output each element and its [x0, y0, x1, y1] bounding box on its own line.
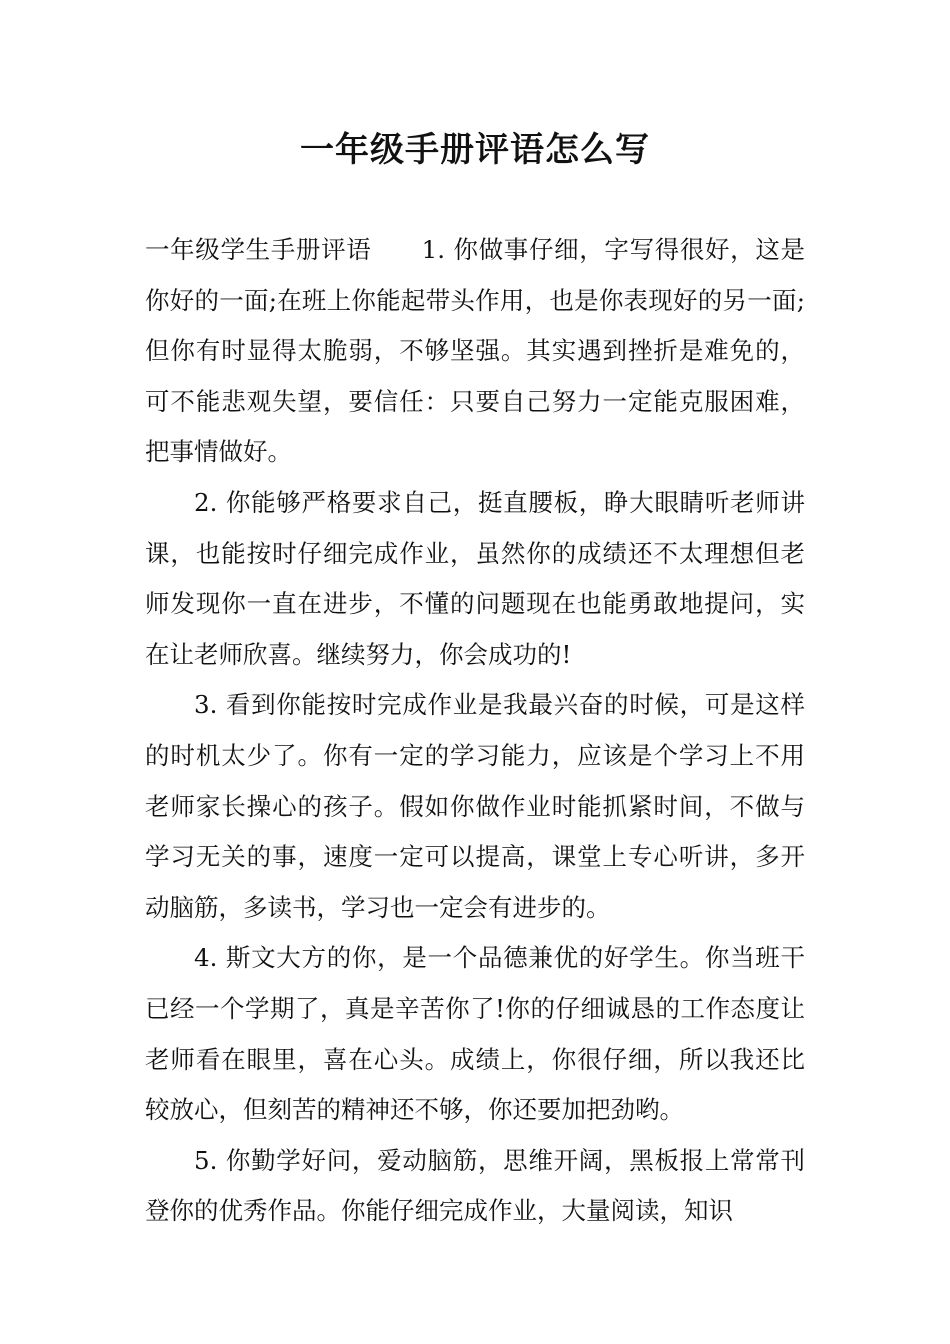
document-body [145, 225, 805, 1237]
paragraph-4: 4. 斯文大方的你，是一个品德兼优的好学生。你当班干已经一个学期了，真是辛苦你了!你的仔细诚恳的工作态度让老师看在眼里，喜在心头。成绩上，你很仔细，所以我还比较放心，但刻苦的精神还不够，你还要加把劲哟。 [145, 943, 805, 1125]
document-title: 一年级手册评语怎么写 [300, 130, 650, 170]
paragraph-2: 2. 你能够严格要求自己，挺直腰板，睁大眼睛听老师讲课，也能按时仔细完成作业，虽然你的成绩还不太理想但老师发现你一直在进步，不懂的问题现在也能勇敢地提问，实在让老师欣喜。继续努力，你会成功的! [145, 487, 805, 669]
paragraph-intro-1: 一年级学生手册评语 1. 你做事仔细，字写得很好，这是你好的一面;在班上你能起带头作用，也是你表现好的另一面;但你有时显得太脆弱，不够坚强。其实遇到挫折是难免的，可不能悲观失望，要信任：只要自己努力一定能克服困难，把事情做好。 [145, 235, 805, 467]
paragraph-3: 3. 看到你能按时完成作业是我最兴奋的时候，可是这样的时机太少了。你有一定的学习能力，应该是个学习上不用老师家长操心的孩子。假如你做作业时能抓紧时间，不做与学习无关的事，速度一定可以提高，课堂上专心听讲，多开动脑筋，多读书，学习也一定会有进步的。 [145, 690, 805, 922]
paragraph-5: 5. 你勤学好问，爱动脑筋，思维开阔，黑板报上常常刊登你的优秀作品。你能仔细完成作业，大量阅读，知识 [145, 1145, 805, 1226]
